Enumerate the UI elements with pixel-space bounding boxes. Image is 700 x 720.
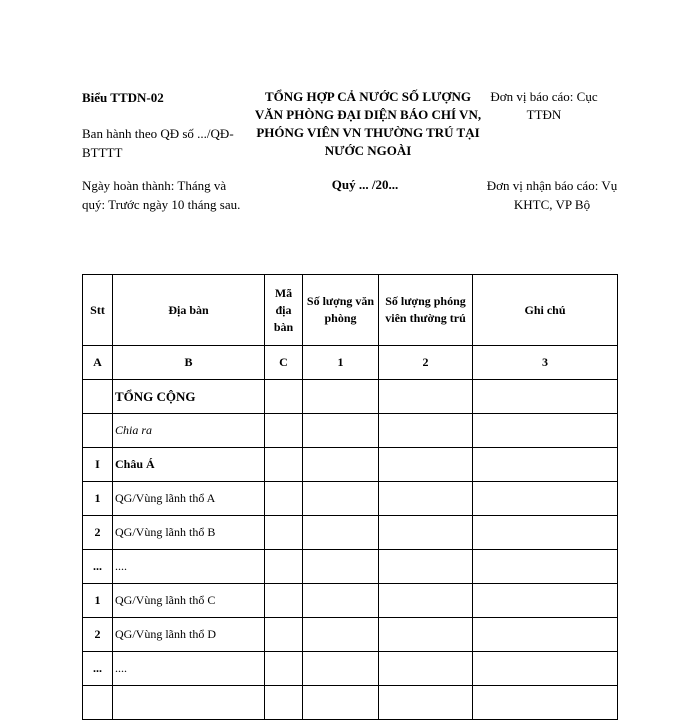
table-row	[83, 516, 618, 550]
table-row	[83, 482, 618, 516]
area-cell: TỔNG CỘNG	[113, 380, 265, 414]
stt-cell: ...	[83, 550, 113, 584]
office-count-cell	[303, 414, 379, 448]
stt-cell: 1	[83, 482, 113, 516]
table-row-region	[83, 448, 618, 482]
office-count-cell	[303, 516, 379, 550]
column-header-note: Ghi chú	[473, 275, 618, 346]
reporter-count-cell	[379, 380, 473, 414]
note-cell	[473, 584, 618, 618]
note-cell	[473, 652, 618, 686]
form-code: Biểu TTDN-02	[82, 90, 164, 105]
stt-cell: 1	[83, 584, 113, 618]
area-code-cell	[265, 618, 303, 652]
reporter-count-cell	[379, 448, 473, 482]
document-title: TỔNG HỢP CẢ NƯỚC SỐ LƯỢNG VĂN PHÒNG ĐẠI DIỆN BÁO CHÍ VN, PHÓNG VIÊN VN THƯỜNG TRÚ TẠI NƯỚC NGOÀI	[254, 89, 482, 158]
office-count-cell	[303, 618, 379, 652]
reporter-count-cell	[379, 584, 473, 618]
note-cell	[473, 686, 618, 720]
table-row	[83, 652, 618, 686]
reporting-unit: Đơn vị báo cáo: Cục TTĐN	[490, 89, 598, 122]
issued-by-text: Ban hành theo QĐ số .../QĐ-BTTTT	[82, 126, 234, 160]
stt-cell: ...	[83, 652, 113, 686]
table-row-breakdown	[83, 414, 618, 448]
receiving-unit: Đơn vị nhận báo cáo: Vụ KHTC, VP Bộ	[486, 178, 618, 212]
index-cell: A	[83, 346, 113, 380]
index-cell: 2	[379, 346, 473, 380]
reporter-count-cell	[379, 618, 473, 652]
table-row	[83, 584, 618, 618]
column-header-area-code: Mã địa bàn	[265, 275, 303, 346]
area-code-cell	[265, 448, 303, 482]
area-code-cell	[265, 584, 303, 618]
area-cell: QG/Vùng lãnh thổ D	[113, 618, 265, 652]
area-cell	[113, 686, 265, 720]
area-code-cell	[265, 482, 303, 516]
office-count-cell	[303, 550, 379, 584]
area-cell: ....	[113, 652, 265, 686]
reporter-count-cell	[379, 686, 473, 720]
area-code-cell	[265, 550, 303, 584]
table-row	[83, 686, 618, 720]
report-period: Quý ... /20...	[331, 177, 399, 192]
office-count-cell	[303, 448, 379, 482]
area-cell: QG/Vùng lãnh thổ C	[113, 584, 265, 618]
index-cell: 3	[473, 346, 618, 380]
stt-cell: I	[83, 448, 113, 482]
column-header-office-count: Số lượng văn phòng	[303, 275, 379, 346]
note-cell	[473, 414, 618, 448]
index-row	[83, 346, 618, 380]
office-count-cell	[303, 652, 379, 686]
area-code-cell	[265, 380, 303, 414]
stt-cell: 2	[83, 618, 113, 652]
office-count-cell	[303, 482, 379, 516]
column-header-area: Địa bàn	[113, 275, 265, 346]
stt-cell	[83, 380, 113, 414]
note-cell	[473, 618, 618, 652]
area-code-cell	[265, 652, 303, 686]
note-cell	[473, 448, 618, 482]
note-cell	[473, 550, 618, 584]
area-cell: QG/Vùng lãnh thổ B	[113, 516, 265, 550]
area-cell: QG/Vùng lãnh thổ A	[113, 482, 265, 516]
table-row	[83, 618, 618, 652]
office-count-cell	[303, 686, 379, 720]
area-code-cell	[265, 414, 303, 448]
stt-cell: 2	[83, 516, 113, 550]
office-count-cell	[303, 584, 379, 618]
table-row	[83, 550, 618, 584]
note-cell	[473, 482, 618, 516]
reporter-count-cell	[379, 482, 473, 516]
reporter-count-cell	[379, 550, 473, 584]
office-count-cell	[303, 380, 379, 414]
column-header-reporter-count: Số lượng phóng viên thường trú	[379, 275, 473, 346]
table-row-total	[83, 380, 618, 414]
reporter-count-cell	[379, 414, 473, 448]
area-code-cell	[265, 516, 303, 550]
table-header-row	[83, 275, 618, 346]
note-cell	[473, 516, 618, 550]
column-header-stt: Stt	[83, 275, 113, 346]
area-cell: Chia ra	[113, 414, 265, 448]
deadline-text: Ngày hoàn thành: Tháng và quý: Trước ngày 10 tháng sau.	[82, 178, 241, 212]
stt-cell	[83, 686, 113, 720]
stt-cell	[83, 414, 113, 448]
area-cell: Châu Á	[113, 448, 265, 482]
note-cell	[473, 380, 618, 414]
index-cell: B	[113, 346, 265, 380]
reporter-count-cell	[379, 516, 473, 550]
index-cell: 1	[303, 346, 379, 380]
area-code-cell	[265, 686, 303, 720]
reporter-count-cell	[379, 652, 473, 686]
statistics-table	[82, 274, 618, 720]
area-cell: ....	[113, 550, 265, 584]
index-cell: C	[265, 346, 303, 380]
